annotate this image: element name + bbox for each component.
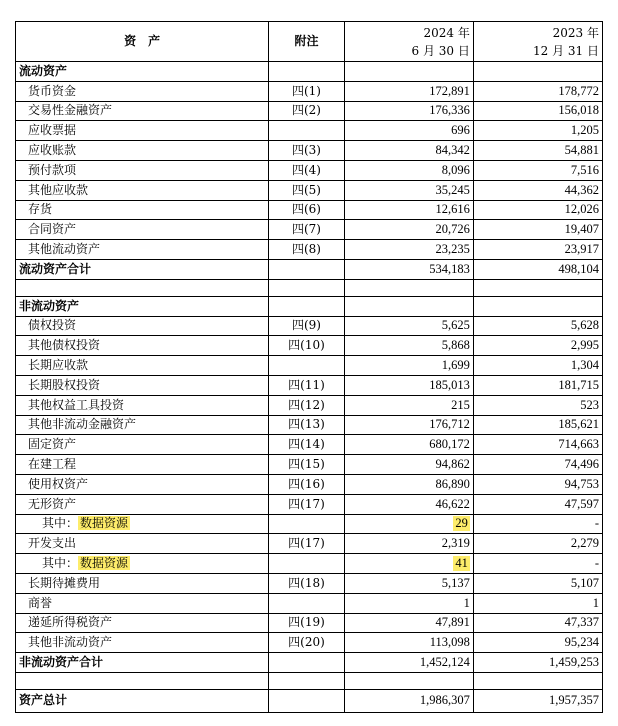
row-label: 其他权益工具投资 bbox=[16, 395, 269, 415]
table-row bbox=[16, 573, 603, 593]
row-value-2023: 44,362 bbox=[473, 180, 602, 200]
table-row bbox=[16, 474, 603, 494]
row-note: 四(9) bbox=[269, 316, 345, 336]
row-note: 四(18) bbox=[269, 573, 345, 593]
row-note: 四(2) bbox=[269, 101, 345, 121]
row-note bbox=[269, 121, 345, 141]
row-value-2024: 113,098 bbox=[344, 633, 473, 653]
row-label: 合同资产 bbox=[16, 220, 269, 240]
header-asset: 资 产 bbox=[16, 22, 269, 62]
blank-row bbox=[16, 672, 603, 689]
row-note: 四(19) bbox=[269, 613, 345, 633]
dev-sub-2023: - bbox=[473, 554, 602, 574]
row-label: 无形资产 bbox=[16, 494, 269, 514]
row-note: 四(8) bbox=[269, 240, 345, 260]
row-value-2023: 94,753 bbox=[473, 474, 602, 494]
dev-sub-2024: 41 bbox=[455, 556, 468, 571]
dev-2023: 2,279 bbox=[473, 534, 602, 554]
data-resource-highlight: 数据资源 bbox=[80, 516, 129, 531]
row-value-2024: 12,616 bbox=[344, 200, 473, 220]
row-value-2024: 46,622 bbox=[344, 494, 473, 514]
row-value-2024: 35,245 bbox=[344, 180, 473, 200]
noncurrent-section-title: 非流动资产 bbox=[16, 296, 269, 316]
row-value-2023: 23,917 bbox=[473, 240, 602, 260]
row-value-2023: 74,496 bbox=[473, 455, 602, 475]
table-row bbox=[16, 534, 603, 554]
row-note: 四(4) bbox=[269, 160, 345, 180]
table-row bbox=[16, 160, 603, 180]
row-value-2023: 5,628 bbox=[473, 316, 602, 336]
row-note: 四(3) bbox=[269, 141, 345, 161]
header-2023-year: 2023 年 bbox=[552, 25, 599, 40]
row-label: 使用权资产 bbox=[16, 474, 269, 494]
row-note: 四(20) bbox=[269, 633, 345, 653]
noncurrent-total-2023: 1,459,253 bbox=[473, 653, 602, 673]
row-value-2023: 47,337 bbox=[473, 613, 602, 633]
noncurrent-total-label: 非流动资产合计 bbox=[16, 653, 269, 673]
data-resource-highlight: 数据资源 bbox=[80, 556, 129, 571]
row-note: 四(10) bbox=[269, 336, 345, 356]
row-value-2024: 5,625 bbox=[344, 316, 473, 336]
row-value-2024: 20,726 bbox=[344, 220, 473, 240]
row-value-2023: 95,234 bbox=[473, 633, 602, 653]
table-row bbox=[16, 101, 603, 121]
row-note bbox=[269, 593, 345, 613]
row-note: 四(17) bbox=[269, 494, 345, 514]
row-value-2024: 185,013 bbox=[344, 375, 473, 395]
table-row bbox=[16, 141, 603, 161]
row-label: 在建工程 bbox=[16, 455, 269, 475]
row-label: 其他债权投资 bbox=[16, 336, 269, 356]
row-note: 四(16) bbox=[269, 474, 345, 494]
noncurrent-total-2024: 1,452,124 bbox=[344, 653, 473, 673]
row-value-2024: 86,890 bbox=[344, 474, 473, 494]
current-section-title: 流动资产 bbox=[16, 62, 269, 82]
current-total-2023: 498,104 bbox=[473, 259, 602, 279]
row-value-2024: 94,862 bbox=[344, 455, 473, 475]
balance-sheet bbox=[15, 21, 603, 713]
row-note: 四(12) bbox=[269, 395, 345, 415]
row-value-2023: 1,304 bbox=[473, 356, 602, 376]
row-value-2023: 714,663 bbox=[473, 435, 602, 455]
table-row bbox=[16, 240, 603, 260]
row-value-2023: 1 bbox=[473, 593, 602, 613]
row-value-2024: 215 bbox=[344, 395, 473, 415]
row-value-2023: 5,107 bbox=[473, 573, 602, 593]
grand-total-row bbox=[16, 689, 603, 712]
grand-total-2024: 1,986,307 bbox=[344, 689, 473, 712]
row-value-2024: 1,699 bbox=[344, 356, 473, 376]
row-value-2024: 1 bbox=[344, 593, 473, 613]
row-label: 其他流动资产 bbox=[16, 240, 269, 260]
row-label: 商誉 bbox=[16, 593, 269, 613]
row-label: 其他应收款 bbox=[16, 180, 269, 200]
sub-row-data-resource bbox=[16, 514, 603, 534]
row-value-2024: 176,336 bbox=[344, 101, 473, 121]
table-row bbox=[16, 220, 603, 240]
row-note: 四(11) bbox=[269, 375, 345, 395]
table-row bbox=[16, 395, 603, 415]
row-value-2023: 185,621 bbox=[473, 415, 602, 435]
dev-sub-label: 其中： 数据资源 bbox=[16, 554, 269, 574]
section-title-row bbox=[16, 62, 603, 82]
table-row bbox=[16, 121, 603, 141]
row-value-2024: 5,868 bbox=[344, 336, 473, 356]
row-value-2023: 47,597 bbox=[473, 494, 602, 514]
row-value-2023: 7,516 bbox=[473, 160, 602, 180]
sub-row-data-resource bbox=[16, 554, 603, 574]
row-value-2023: 19,407 bbox=[473, 220, 602, 240]
row-label: 其他非流动资产 bbox=[16, 633, 269, 653]
table-row bbox=[16, 435, 603, 455]
row-note: 四(13) bbox=[269, 415, 345, 435]
dev-label: 开发支出 bbox=[16, 534, 269, 554]
noncurrent-total-row bbox=[16, 653, 603, 673]
header-2024-year: 2024 年 bbox=[423, 25, 470, 40]
table-row bbox=[16, 180, 603, 200]
row-label: 长期股权投资 bbox=[16, 375, 269, 395]
row-label: 交易性金融资产 bbox=[16, 101, 269, 121]
table-row bbox=[16, 81, 603, 101]
header-2023 bbox=[473, 22, 602, 62]
row-value-2023: 181,715 bbox=[473, 375, 602, 395]
header-2024-date: 6 月 30 日 bbox=[411, 43, 470, 58]
header-2023-date: 12 月 31 日 bbox=[533, 43, 599, 58]
table-row bbox=[16, 633, 603, 653]
dev-2024: 2,319 bbox=[344, 534, 473, 554]
table-row bbox=[16, 613, 603, 633]
row-note: 四(14) bbox=[269, 435, 345, 455]
row-value-2023: 54,881 bbox=[473, 141, 602, 161]
current-total-label: 流动资产合计 bbox=[16, 259, 269, 279]
row-value-2024: 696 bbox=[344, 121, 473, 141]
row-value-2023: 2,995 bbox=[473, 336, 602, 356]
row-value-2024: 172,891 bbox=[344, 81, 473, 101]
row-note: 四(7) bbox=[269, 220, 345, 240]
table-row bbox=[16, 200, 603, 220]
row-value-2024: 23,235 bbox=[344, 240, 473, 260]
table-row bbox=[16, 494, 603, 514]
row-value-2024: 8,096 bbox=[344, 160, 473, 180]
row-value-2024: 47,891 bbox=[344, 613, 473, 633]
table-row bbox=[16, 316, 603, 336]
grand-total-2023: 1,957,357 bbox=[473, 689, 602, 712]
dev-note: 四(17) bbox=[269, 534, 345, 554]
header-2024 bbox=[344, 22, 473, 62]
row-label: 应收账款 bbox=[16, 141, 269, 161]
blank-row bbox=[16, 279, 603, 296]
row-label: 存货 bbox=[16, 200, 269, 220]
row-value-2024: 84,342 bbox=[344, 141, 473, 161]
table-row bbox=[16, 375, 603, 395]
row-value-2024: 176,712 bbox=[344, 415, 473, 435]
row-value-2023: 178,772 bbox=[473, 81, 602, 101]
intangible-sub-2024: 29 bbox=[455, 516, 468, 531]
row-note bbox=[269, 356, 345, 376]
table-row bbox=[16, 455, 603, 475]
row-value-2023: 156,018 bbox=[473, 101, 602, 121]
intangible-sub-label: 其中： 数据资源 bbox=[16, 514, 269, 534]
table-row bbox=[16, 593, 603, 613]
balance-sheet-table bbox=[15, 21, 603, 713]
row-note: 四(5) bbox=[269, 180, 345, 200]
row-value-2023: 523 bbox=[473, 395, 602, 415]
row-value-2024: 5,137 bbox=[344, 573, 473, 593]
row-label: 应收票据 bbox=[16, 121, 269, 141]
table-row bbox=[16, 415, 603, 435]
row-label: 债权投资 bbox=[16, 316, 269, 336]
row-value-2023: 1,205 bbox=[473, 121, 602, 141]
row-value-2024: 680,172 bbox=[344, 435, 473, 455]
row-note: 四(1) bbox=[269, 81, 345, 101]
row-value-2023: 12,026 bbox=[473, 200, 602, 220]
grand-total-label: 资产总计 bbox=[16, 689, 269, 712]
row-label: 预付款项 bbox=[16, 160, 269, 180]
table-row bbox=[16, 336, 603, 356]
row-note: 四(15) bbox=[269, 455, 345, 475]
header-row bbox=[16, 22, 603, 62]
current-total-2024: 534,183 bbox=[344, 259, 473, 279]
row-note: 四(6) bbox=[269, 200, 345, 220]
row-label: 递延所得税资产 bbox=[16, 613, 269, 633]
row-label: 长期应收款 bbox=[16, 356, 269, 376]
header-note: 附注 bbox=[269, 22, 345, 62]
row-label: 固定资产 bbox=[16, 435, 269, 455]
section-title-row bbox=[16, 296, 603, 316]
row-label: 长期待摊费用 bbox=[16, 573, 269, 593]
row-label: 货币资金 bbox=[16, 81, 269, 101]
row-label: 其他非流动金融资产 bbox=[16, 415, 269, 435]
current-total-row bbox=[16, 259, 603, 279]
table-row bbox=[16, 356, 603, 376]
intangible-sub-2023: - bbox=[473, 514, 602, 534]
